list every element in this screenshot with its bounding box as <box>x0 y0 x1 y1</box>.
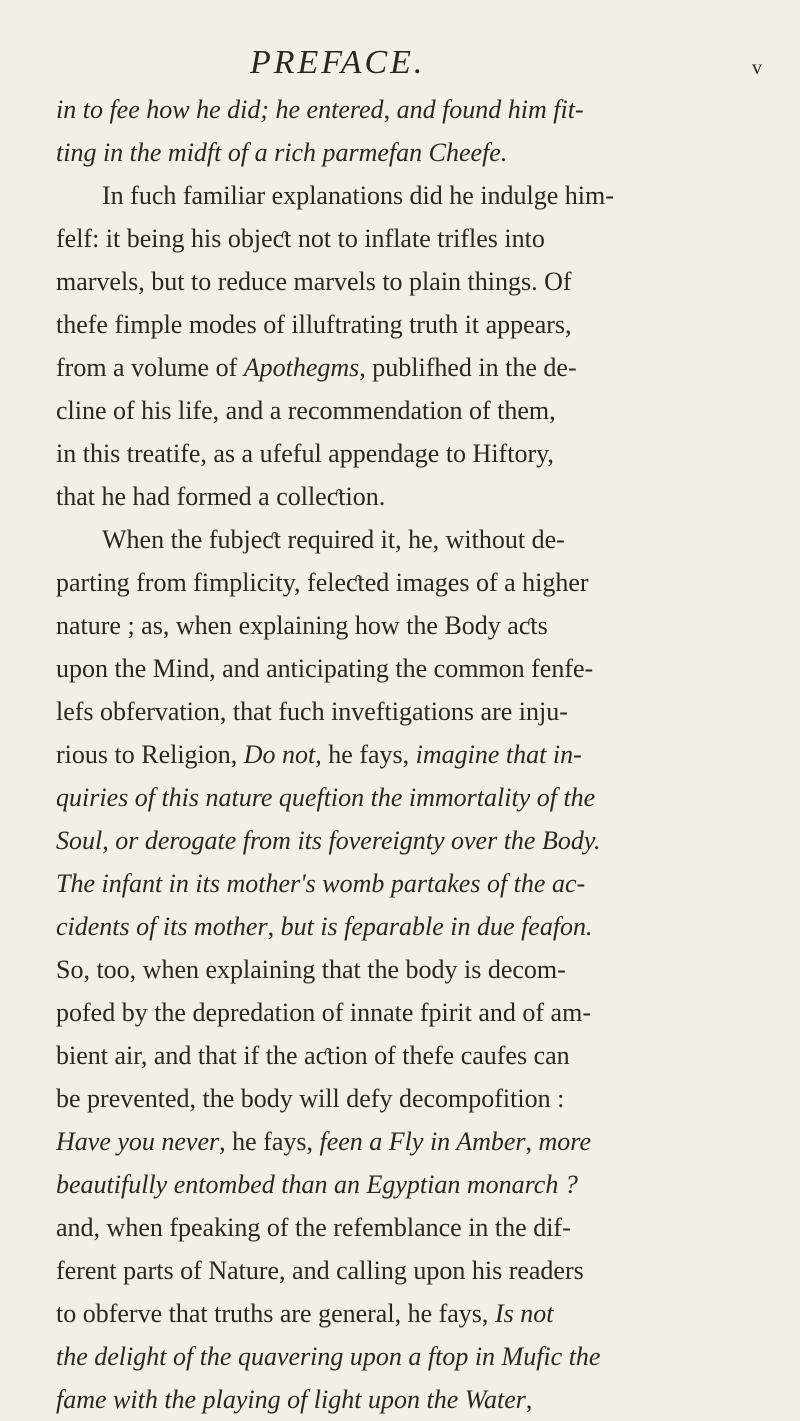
text-line <box>56 1120 768 1163</box>
page-number: v <box>752 57 762 79</box>
text-line <box>56 346 768 389</box>
text-line <box>56 1077 768 1120</box>
text-line <box>56 690 768 733</box>
text-line <box>56 991 768 1034</box>
roman-text: thefe fimple modes of illuftrating truth it appears, <box>56 310 572 339</box>
roman-text: from a volume of <box>56 353 244 382</box>
italic-text: Have you never <box>56 1127 220 1156</box>
roman-text: be prevented, the body will defy decompofition : <box>56 1084 565 1113</box>
italic-text: Soul <box>56 826 103 855</box>
text-line <box>56 948 768 991</box>
italic-text: in to fee how he did; he entered <box>56 95 384 124</box>
roman-text: felf: it being his objeƈt not to inflate trifles into <box>56 224 545 253</box>
italic-text: the delight of the quavering upon a ftop in Mufic the <box>56 1342 601 1371</box>
roman-text: pofed by the depredation of innate fpirit and of am- <box>56 998 591 1027</box>
body-text <box>56 88 768 1421</box>
text-line <box>56 561 768 604</box>
roman-text: upon the Mind, and anticipating the common fenfe- <box>56 654 594 683</box>
text-line <box>56 733 768 776</box>
roman-text: cline of his life, and a recommendation of them, <box>56 396 556 425</box>
italic-text: Apothegms <box>243 353 360 382</box>
italic-text: Do not <box>243 740 316 769</box>
text-line <box>56 1034 768 1077</box>
italic-text: feen a Fly in Amber <box>319 1127 526 1156</box>
italic-text: ting in the midft of a rich parmefan Cheefe. <box>56 138 508 167</box>
text-line <box>56 1378 768 1421</box>
text-line <box>56 819 768 862</box>
italic-text: quiries of this nature queftion the immortality of the <box>56 783 596 812</box>
text-line <box>56 647 768 690</box>
roman-text: and, when fpeaking of the refemblance in the dif- <box>56 1213 571 1242</box>
roman-text: , he fays, <box>219 1127 320 1156</box>
roman-text: , <box>102 826 116 855</box>
roman-text: in this treatife, as a ufeful appendage to Hiftory, <box>56 439 554 468</box>
text-line <box>56 88 768 131</box>
italic-text: and found him fit- <box>396 95 584 124</box>
italic-text: cidents of its mother <box>56 912 268 941</box>
italic-text: The infant in its mother's womb partakes of the ac- <box>56 869 586 898</box>
text-line <box>56 862 768 905</box>
running-title: PREFACE. <box>250 44 426 81</box>
roman-text: marvels, but to reduce marvels to plain things. Of <box>56 267 572 296</box>
italic-text: Is not <box>494 1299 554 1328</box>
text-line <box>56 604 768 647</box>
roman-text: , <box>525 1127 539 1156</box>
text-line <box>56 174 768 217</box>
italic-text: imagine that in- <box>415 740 582 769</box>
text-line <box>56 131 768 174</box>
roman-text: , he fays, <box>315 740 416 769</box>
text-line <box>56 1249 768 1292</box>
text-line <box>56 776 768 819</box>
roman-text: nature ; as, when explaining how the Body aƈts <box>56 611 548 640</box>
text-line <box>56 1206 768 1249</box>
text-line <box>56 475 768 518</box>
roman-text: rious to Religion, <box>56 740 244 769</box>
roman-text: In fuch familiar explanations did he indulge him- <box>102 181 614 210</box>
roman-text: , publifhed in the de- <box>359 353 577 382</box>
text-line <box>56 518 768 561</box>
text-line <box>56 389 768 432</box>
page-header <box>0 44 800 84</box>
roman-text: , <box>525 1385 533 1414</box>
roman-text: that he had formed a colleƈtion. <box>56 482 386 511</box>
roman-text: , <box>267 912 281 941</box>
text-line <box>56 1292 768 1335</box>
roman-text: to obferve that truths are general, he fays, <box>56 1299 495 1328</box>
text-line <box>56 432 768 475</box>
roman-text: So, too, when explaining that the body is decom- <box>56 955 566 984</box>
italic-text: fame with the playing of light upon the Water <box>56 1385 526 1414</box>
text-line <box>56 217 768 260</box>
roman-text: lefs obfervation, that fuch inveftigations are inju- <box>56 697 568 726</box>
text-line <box>56 1335 768 1378</box>
italic-text: or derogate from its fovereignty over the Body. <box>115 826 601 855</box>
text-line <box>56 905 768 948</box>
italic-text: more <box>538 1127 592 1156</box>
roman-text: When the fubjeƈt required it, he, without de- <box>102 525 565 554</box>
text-line <box>56 303 768 346</box>
roman-text: , <box>383 95 397 124</box>
text-line <box>56 1163 768 1206</box>
italic-text: but is feparable in due feafon. <box>280 912 593 941</box>
text-line <box>56 260 768 303</box>
roman-text: parting from fimplicity, feleƈted images of a higher <box>56 568 589 597</box>
italic-text: beautifully entombed than an Egyptian monarch ? <box>56 1170 578 1199</box>
roman-text: ferent parts of Nature, and calling upon his readers <box>56 1256 584 1285</box>
roman-text: bient air, and that if the aƈtion of thefe caufes can <box>56 1041 570 1070</box>
